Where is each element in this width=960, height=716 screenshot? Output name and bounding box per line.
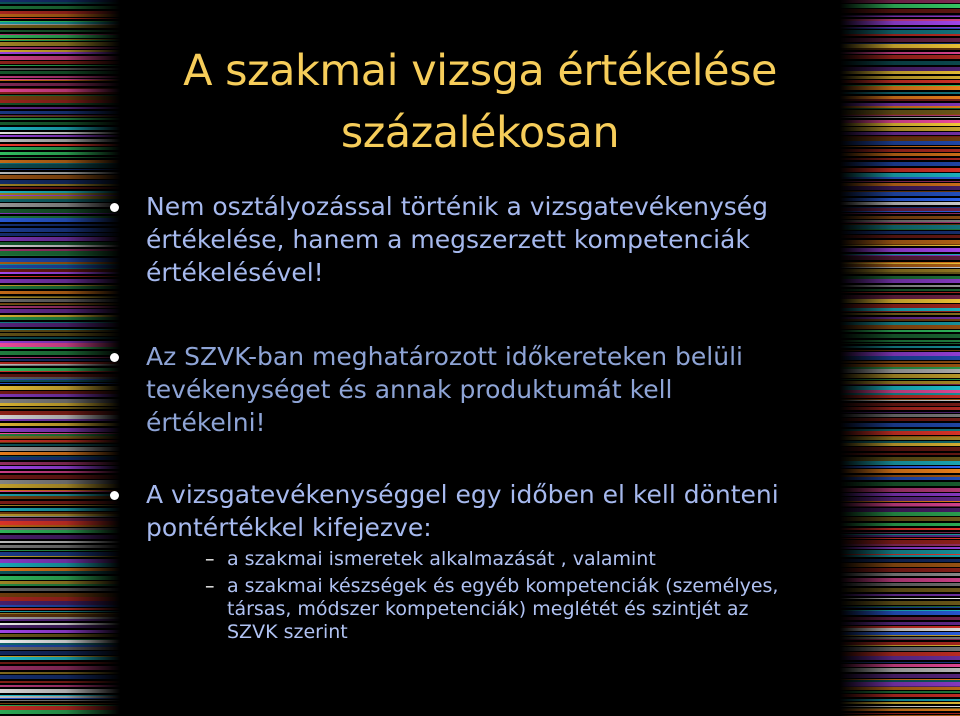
bullet-item <box>110 478 870 544</box>
bullet-item <box>110 190 870 289</box>
sub-bullet-text: a szakmai készségek és egyéb kompetenciák (személyes, társas, módszer kompetenciák) meglétét és szintjét az SZVK szerint <box>227 575 779 643</box>
bullet-text: Nem osztályozással történik a vizsgatevékenység értékelése, hanem a megszerzett kompetenciák értékelésével! <box>146 192 769 287</box>
slide-title: A szakmai vizsga értékelése százalékosan <box>183 46 777 158</box>
sub-bullet-item <box>205 575 865 644</box>
sub-bullet-list <box>205 548 865 648</box>
sub-bullet-text: a szakmai ismeretek alkalmazását , valamint <box>227 548 656 570</box>
bullet-text: A vizsgatevékenységgel egy időben el kell dönteni pontértékkel kifejezve: <box>146 480 779 542</box>
bullet-dot-icon <box>110 491 119 500</box>
bullet-text: Az SZVK-ban meghatározott időkereteken belüli tevékenységet és annak produktumát kell értékelni! <box>146 342 743 437</box>
bullet-dot-icon <box>110 353 119 362</box>
bullet-item <box>110 340 870 439</box>
dash-icon: – <box>205 575 215 597</box>
dash-icon: – <box>205 548 215 570</box>
bullet-dot-icon <box>110 203 119 212</box>
sub-bullet-item <box>205 548 865 571</box>
